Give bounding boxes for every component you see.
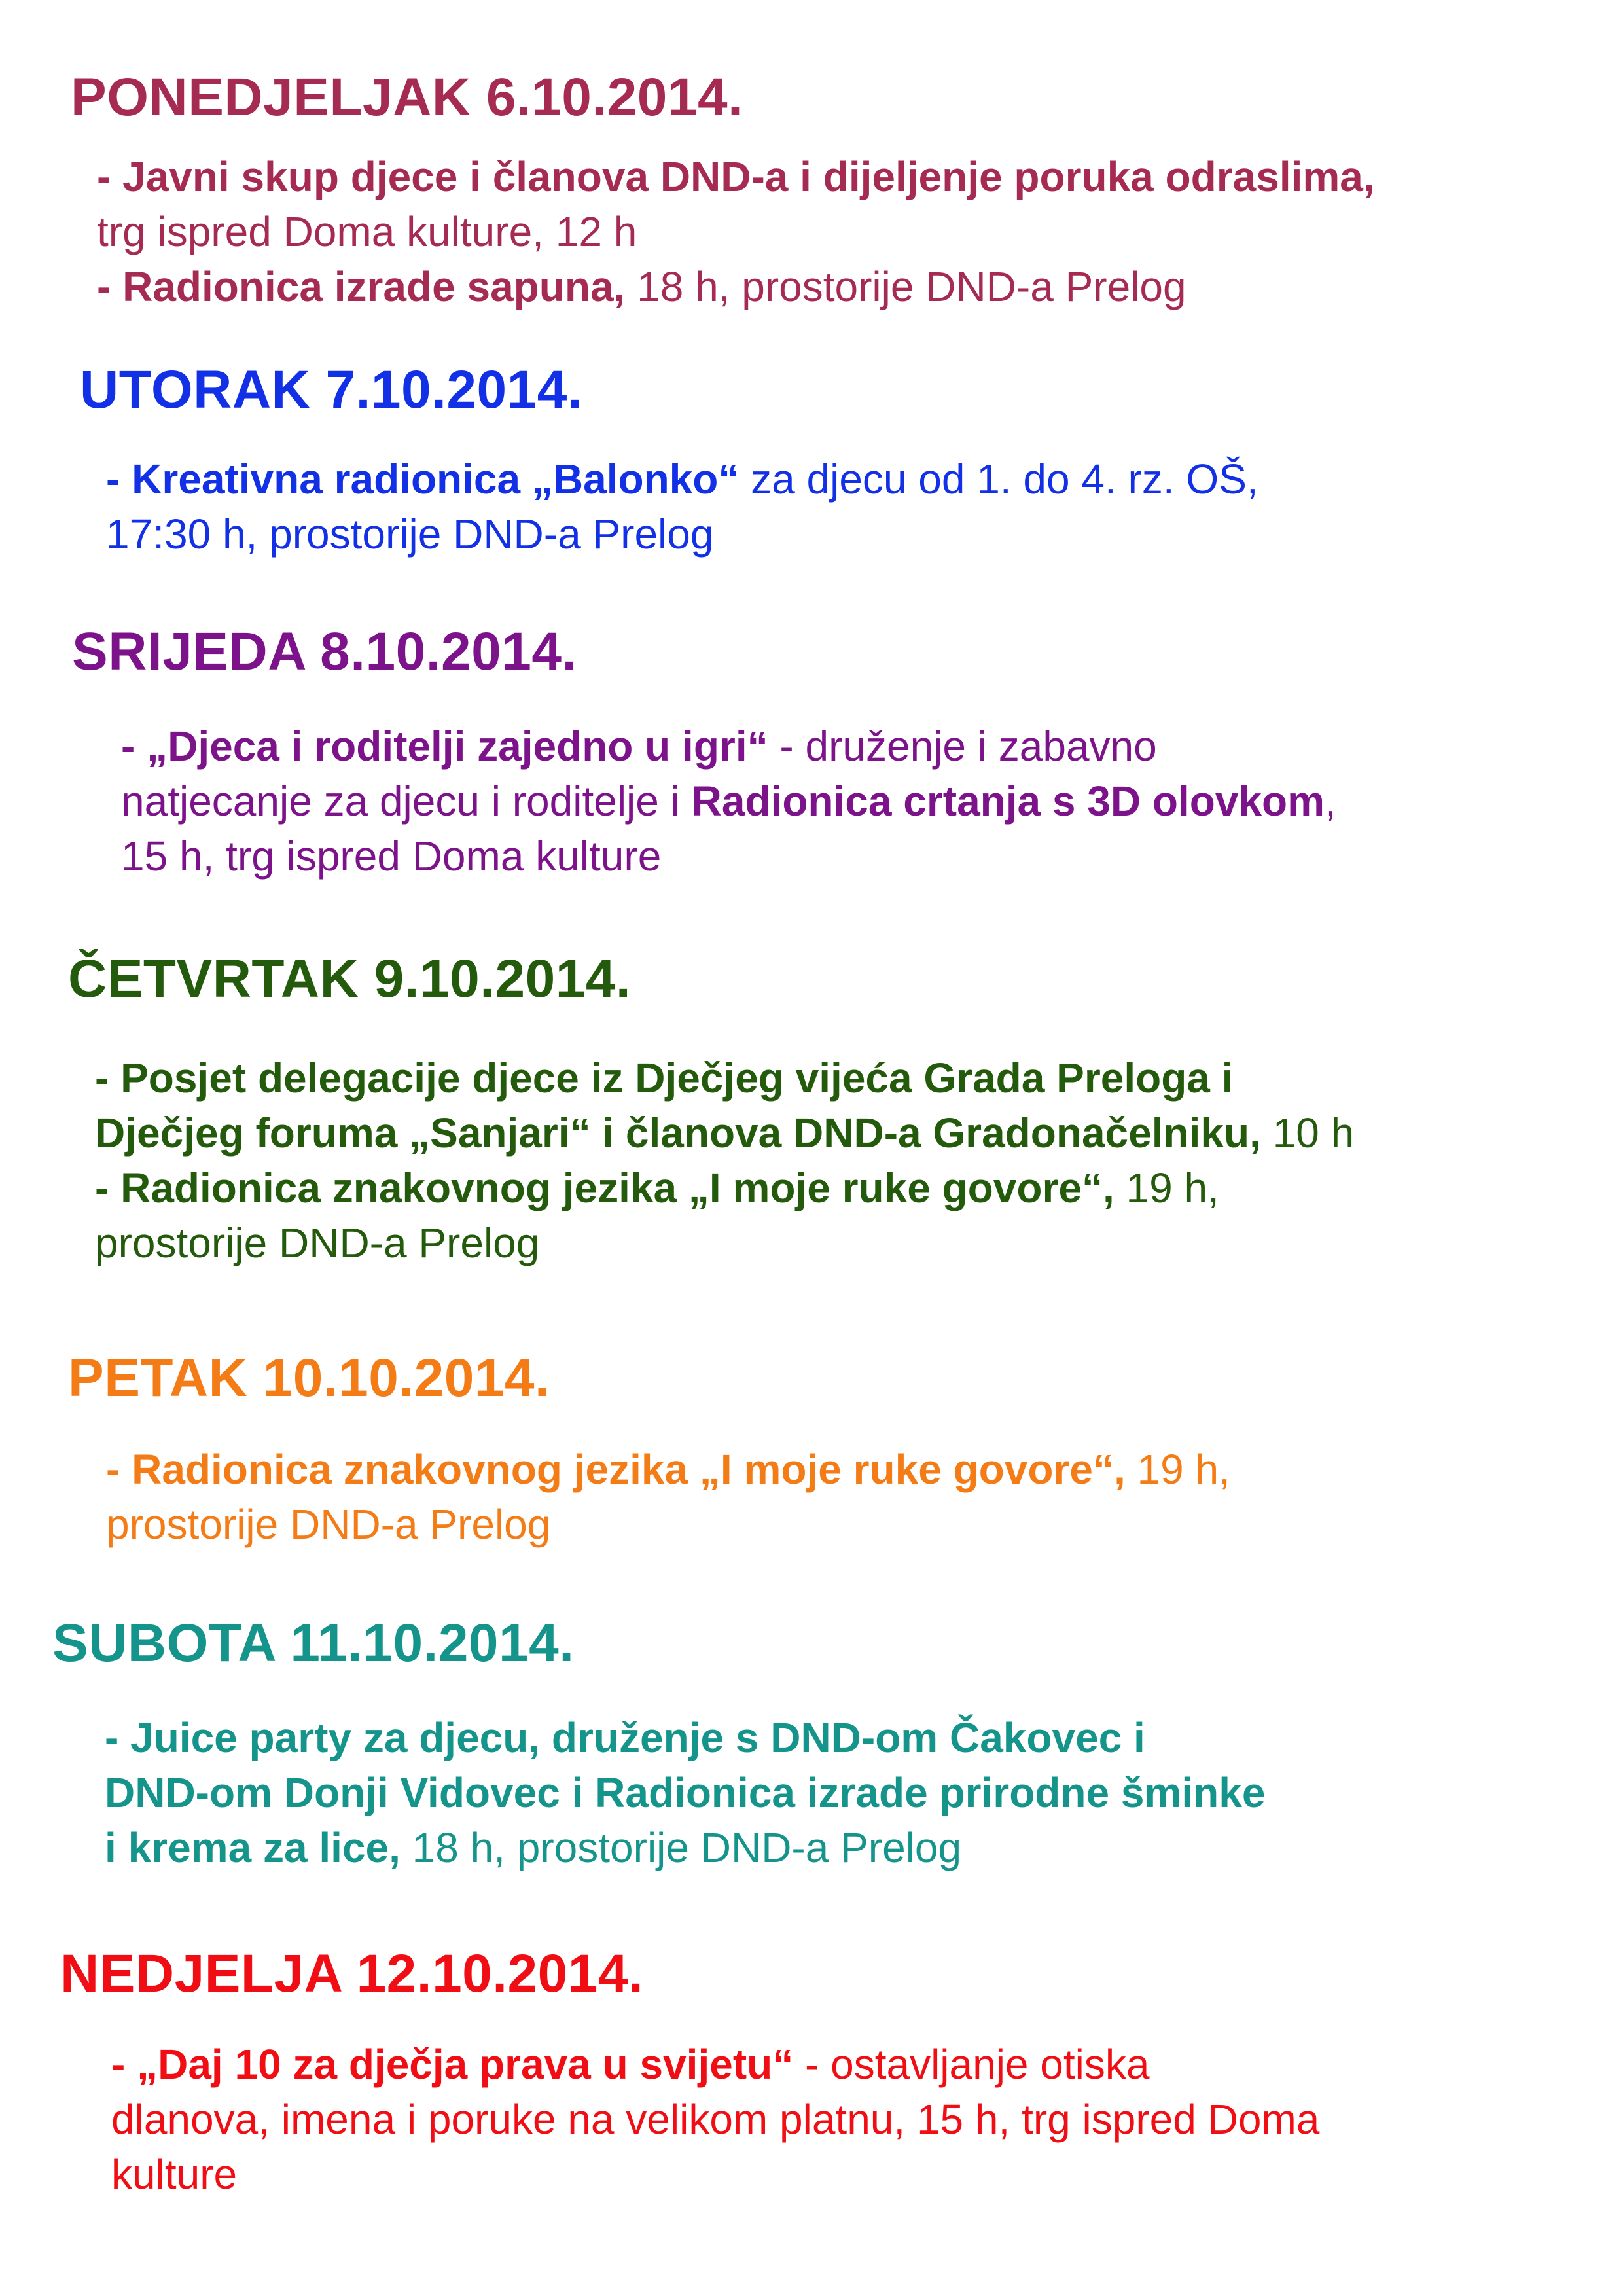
event-title: - „Daj 10 za dječja prava u svijetu“ <box>111 2041 794 2088</box>
event-line: 17:30 h, prostorije DND-a Prelog <box>106 511 714 558</box>
event-details: natjecanje za djecu i roditelje i <box>121 778 692 825</box>
event-list <box>95 1050 1354 1270</box>
event-line <box>111 2037 1319 2092</box>
event-details: 10 h <box>1260 1109 1355 1157</box>
event-title: - Radionica znakovnog jezika „I moje ruke govore“, <box>95 1164 1115 1211</box>
event-title: - Kreativna radionica „Balonko“ <box>106 456 740 503</box>
day-heading: SRIJEDA 8.10.2014. <box>72 622 577 681</box>
day-heading: UTORAK 7.10.2014. <box>80 360 583 420</box>
event-title: i krema za lice, <box>105 1824 401 1871</box>
event-list <box>121 719 1336 884</box>
event-line <box>121 774 1336 829</box>
event-line <box>97 149 1375 204</box>
event-details: - druženje i zabavno <box>768 723 1157 770</box>
event-line: dlanova, imena i poruke na velikom platnu, 15 h, trg ispred Doma <box>111 2096 1320 2143</box>
event-details: 19 h, <box>1114 1164 1219 1211</box>
event-title: - Posjet delegacije djece iz Dječjeg vijeća Grada Preloga i <box>95 1054 1234 1102</box>
event-details: , <box>1325 778 1336 825</box>
event-list <box>97 149 1375 314</box>
event-title: - Juice party za djecu, druženje s DND-om Čakovec i <box>105 1714 1145 1761</box>
event-list <box>106 1442 1230 1552</box>
event-title: - Radionica izrade sapuna, <box>97 263 626 310</box>
day-heading: ČETVRTAK 9.10.2014. <box>68 949 632 1009</box>
event-details: 18 h, prostorije DND-a Prelog <box>625 263 1186 310</box>
event-line <box>95 1160 1354 1215</box>
event-line <box>95 1105 1354 1160</box>
event-details: - ostavljanje otiska <box>793 2041 1150 2088</box>
event-title: - Javni skup djece i članova DND-a i dijeljenje poruka odraslima, <box>97 153 1375 200</box>
event-list <box>105 1710 1265 1875</box>
event-details: za djecu od 1. do 4. rz. OŠ, <box>739 456 1258 503</box>
event-title: - „Djeca i roditelji zajedno u igri“ <box>121 723 768 770</box>
event-title: DND-om Donji Vidovec i Radionica izrade prirodne šminke <box>105 1769 1266 1816</box>
event-line <box>105 1820 1265 1875</box>
event-details: 19 h, <box>1125 1446 1230 1493</box>
event-line <box>105 1765 1265 1820</box>
event-line <box>95 1050 1354 1105</box>
day-heading: PONEDJELJAK 6.10.2014. <box>71 67 743 127</box>
event-list <box>106 452 1258 562</box>
event-line <box>106 452 1258 507</box>
event-line: kulture <box>111 2151 238 2198</box>
event-title: Dječjeg foruma „Sanjari“ i članova DND-a Gradonačelniku, <box>95 1109 1261 1157</box>
day-heading: PETAK 10.10.2014. <box>68 1348 550 1408</box>
event-title: - Radionica znakovnog jezika „I moje ruke govore“, <box>106 1446 1126 1493</box>
event-line: prostorije DND-a Prelog <box>106 1501 551 1548</box>
day-heading: SUBOTA 11.10.2014. <box>52 1613 575 1673</box>
event-line <box>106 1442 1230 1497</box>
day-heading: NEDJELJA 12.10.2014. <box>60 1944 644 2003</box>
event-line <box>97 259 1375 314</box>
event-line: 15 h, trg ispred Doma kulture <box>121 833 662 880</box>
event-title: Radionica crtanja s 3D olovkom <box>691 778 1325 825</box>
event-line <box>105 1710 1265 1765</box>
event-line: trg ispred Doma kulture, 12 h <box>97 208 637 255</box>
event-details: 18 h, prostorije DND-a Prelog <box>400 1824 962 1871</box>
event-line: prostorije DND-a Prelog <box>95 1219 540 1266</box>
event-list <box>111 2037 1319 2202</box>
event-line <box>121 719 1336 774</box>
